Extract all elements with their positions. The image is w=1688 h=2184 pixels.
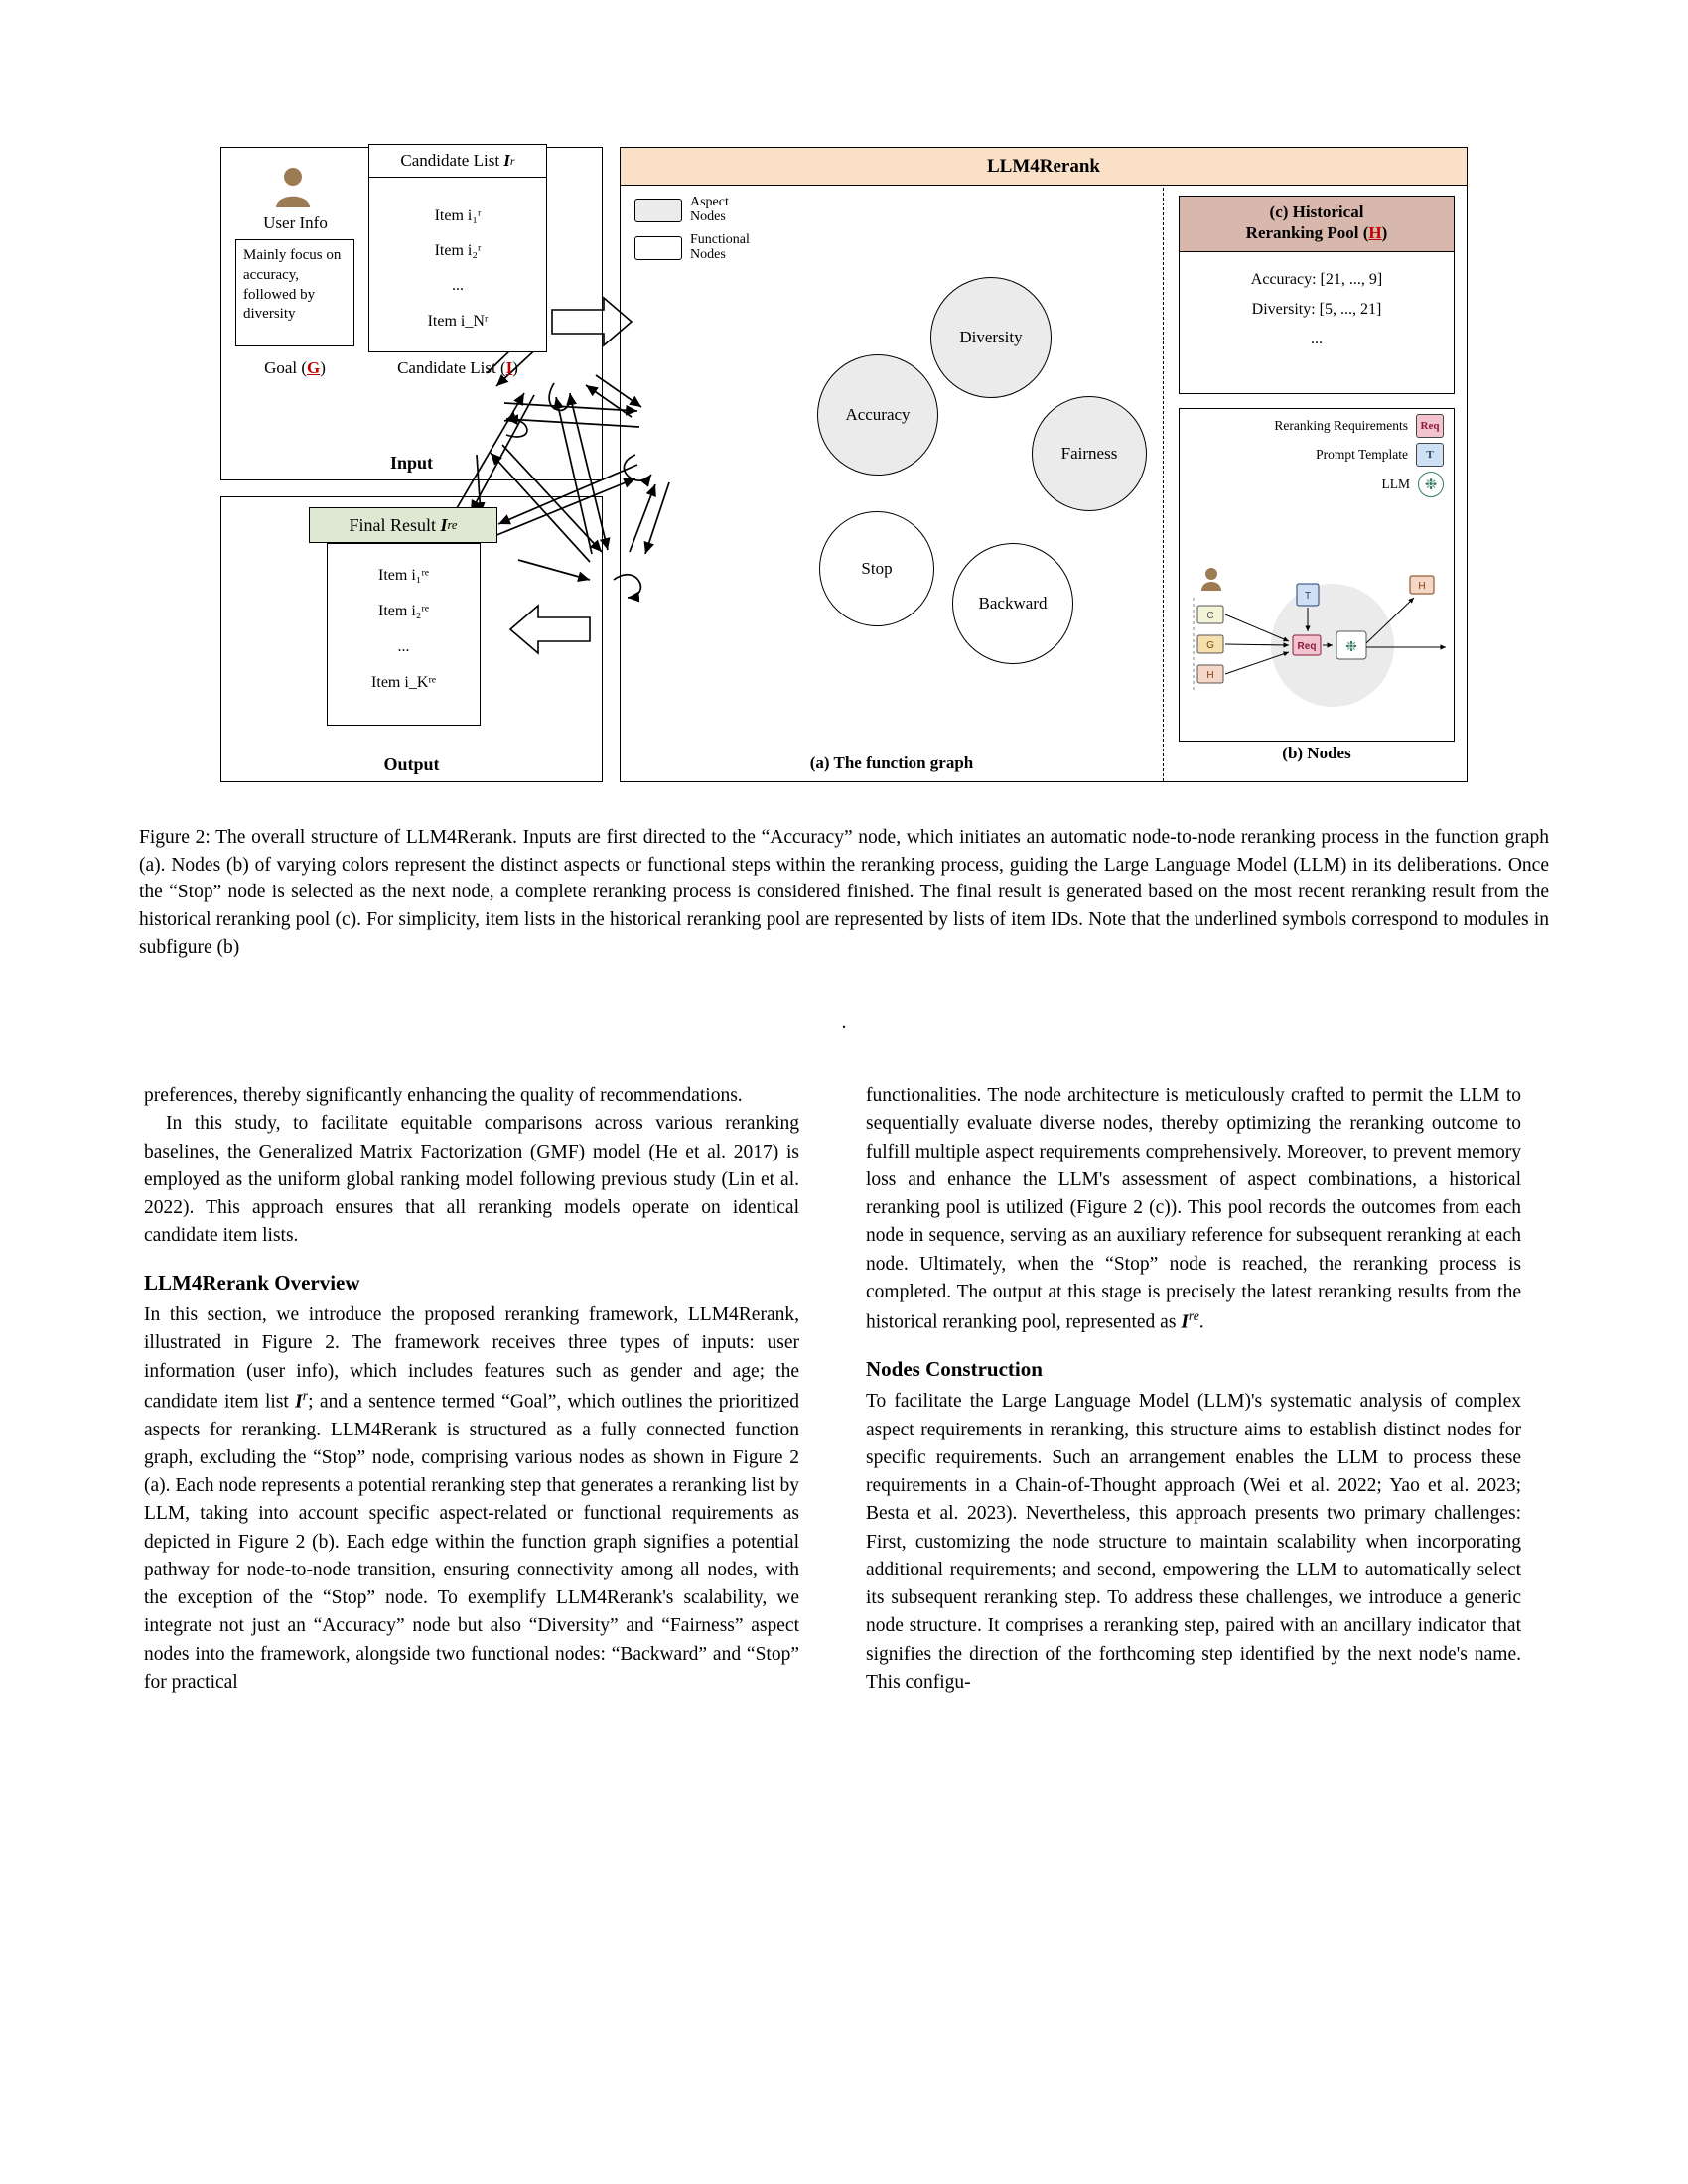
body-column-left	[144, 1082, 799, 1697]
llm-icon: ❉	[1418, 472, 1444, 497]
graph-caption: (a) The function graph	[809, 753, 974, 772]
final-result-title	[309, 507, 497, 543]
llm4rerank-panel	[620, 147, 1468, 782]
paragraph	[866, 1082, 1521, 1337]
legend-item-aspect	[634, 196, 813, 224]
candidate-title-text: Candidate List	[400, 151, 500, 170]
node-stop[interactable]: Stop	[819, 511, 934, 626]
legend-label-line2: Nodes	[690, 247, 726, 263]
candidate-caption-prefix: Candidate List (	[397, 358, 506, 377]
goal-text: Mainly focus on accuracy, followed by diversity	[235, 239, 354, 346]
nodes-row-llm	[1180, 467, 1454, 497]
list-item: Item i₁ʳ	[434, 207, 482, 224]
paragraph-part: ; and a sentence termed “Goal”, which outlines the prioritized aspects for reranking. LLM4Rerank is structured as a fully connected function graph, excluding the “Stop” node, comprising various nodes as shown in Figure 2 (a). Each node represents a potential reranking step that generates a reranking list by LLM, taking into account specific aspect-related or functional requirements as depicted in Figure 2 (b). Each edge within the function graph signifies a potential pathway for node-to-node transition, ensuring connectivity among all nodes, with the exception of the “Stop” node. To exemplify LLM4Rerank's scalability, we integrate not just an “Accuracy” node but also “Diversity” and “Fairness” aspect nodes into the framework, alongside two functional nodes: “Backward” and “Stop” for practical	[144, 1391, 799, 1693]
section-heading-llm4rerank-overview: LLM4Rerank Overview	[144, 1270, 360, 1295]
figure-2	[220, 147, 1468, 782]
input-panel	[220, 147, 603, 480]
goal-caption-suffix: )	[320, 358, 326, 377]
body-column-right	[866, 1082, 1521, 1697]
svg-text:C: C	[1206, 611, 1214, 621]
nodes-row-label: LLM	[1381, 477, 1410, 491]
hist-title-symbol: H	[1368, 223, 1382, 243]
candidate-list-title	[368, 144, 547, 178]
paragraph: In this study, to facilitate equitable comparisons across various reranking baselines, the Generalized Matrix Factorization (GMF) model (He et al. 2017) is employed as the uniform global ranking model following previous study (Lin et al. 2022). This approach ensures that all reranking models operate on identical candidate item lists.	[144, 1113, 799, 1247]
user-info-label: User Info	[263, 213, 328, 232]
list-item: Item i₁ʳᵉ	[378, 567, 429, 584]
paragraph-part: functionalities. The node architecture is meticulously crafted to permit the LLM to sequentially evaluate diverse nodes, thereby optimizing the reranking outcome to fulfill multiple aspect requirements comprehensively. Moreover, to prevent memory loss and enhance the LLM's assessment of aspect combinations, a historical reranking pool is utilized (Figure 2 (c)). This pool records the outcomes from each node in sequence, serving as an auxiliary reference for subsequent reranking at each node. Ultimately, when the “Stop” node is reached, the reranking process is completed. The output at this stage is precisely the latest reranking results from the historical reranking pool, represented as	[866, 1085, 1521, 1333]
candidate-caption	[360, 358, 555, 378]
list-item: ...	[452, 277, 464, 295]
input-panel-caption: Input	[389, 453, 434, 473]
nodes-row-label: Reranking Requirements	[1274, 418, 1408, 433]
svg-text:T: T	[1304, 591, 1312, 602]
paragraph-part: .	[1198, 1311, 1204, 1333]
list-item: Item i₂ʳ	[434, 242, 482, 260]
candidate-title-symbol: I	[503, 151, 510, 170]
svg-text:H: H	[1418, 581, 1426, 592]
nodes-panel	[1179, 408, 1455, 742]
output-panel-caption: Output	[383, 754, 440, 774]
list-item: ...	[397, 638, 410, 655]
historical-pool-rows	[1180, 252, 1454, 355]
figure-caption-dot: .	[841, 1013, 847, 1033]
candidate-symbol: I	[505, 358, 513, 377]
node-internal-diagram	[1186, 558, 1450, 733]
historical-pool-title-line2	[1182, 222, 1452, 243]
inline-symbol: I	[295, 1391, 303, 1413]
output-panel	[220, 496, 603, 782]
list-item: Item i_Kʳᵉ	[371, 674, 436, 691]
goal-caption-prefix: Goal (	[264, 358, 308, 377]
user-icon	[273, 166, 313, 209]
inline-symbol-sup: re	[1188, 1308, 1199, 1324]
hist-title-suffix: )	[1381, 223, 1388, 243]
historical-reranking-pool	[1179, 196, 1455, 394]
node-fairness[interactable]: Fairness	[1032, 396, 1147, 511]
goal-symbol: G	[307, 358, 321, 377]
list-item: Item i₂ʳᵉ	[378, 603, 429, 619]
legend-label-functional	[690, 233, 750, 262]
node-diversity[interactable]: Diversity	[930, 277, 1052, 398]
hist-title-prefix: Reranking Pool (	[1245, 223, 1369, 243]
legend-label-line2: Nodes	[690, 208, 726, 224]
nodes-panel-caption: (b) Nodes	[1282, 744, 1351, 762]
candidate-caption-suffix: )	[512, 358, 518, 377]
final-result-box	[327, 543, 481, 726]
svg-text:Req: Req	[1297, 641, 1317, 652]
aspect-node-swatch	[634, 199, 682, 222]
nodes-row-prompt-template	[1180, 438, 1454, 467]
list-item: Item i_Nʳ	[427, 312, 489, 330]
section-heading-nodes-construction: Nodes Construction	[866, 1356, 1043, 1381]
goal-caption	[235, 358, 354, 378]
svg-text:❉: ❉	[1345, 638, 1357, 654]
legend-label-line1: Aspect	[690, 195, 729, 209]
final-result-symbol: I	[440, 514, 448, 535]
inline-symbol-sup: r	[302, 1387, 309, 1403]
list-item: ...	[1311, 331, 1323, 348]
req-chip: Req	[1416, 414, 1444, 438]
inline-symbol: I	[1181, 1311, 1189, 1333]
paragraph: preferences, thereby significantly enhancing the quality of recommendations.	[144, 1085, 743, 1106]
user-icon	[1201, 568, 1221, 591]
llm4rerank-header: LLM4Rerank	[621, 148, 1467, 186]
final-result-sup: re	[447, 517, 458, 532]
candidate-items	[369, 165, 546, 339]
functional-node-swatch	[634, 236, 682, 260]
nodes-row-requirements	[1180, 409, 1454, 438]
paragraph: To facilitate the Large Language Model (LLM)'s systematic analysis of complex aspect requirements in reranking, this structure aims to establish distinct nodes for specific requirements. Such an arrangement enables the LLM to process these requirements in a Chain-of-Thought approach (Wei et al. 2022; Yao et al. 2023; Besta et al. 2023). Nevertheless, this approach presents two primary challenges: First, customizing the node structure to maintain scalability when incorporating additional requirements; and second, empowering the LLM to automatically select its subsequent reranking step. To address these challenges, we introduce a generic node structure. It comprises a reranking step, paired with an ancillary indicator that signifies the direction of the forthcoming step identified by the next node's name. This configu-	[866, 1391, 1521, 1693]
legend-item-functional	[634, 233, 813, 262]
legend-label-aspect	[690, 196, 729, 224]
paragraph	[144, 1301, 799, 1697]
candidate-title-sup: r	[509, 153, 515, 168]
node-accuracy[interactable]: Accuracy	[817, 354, 938, 476]
candidate-list-box	[368, 164, 547, 352]
figure-caption: Figure 2: The overall structure of LLM4Rerank. Inputs are first directed to the “Accuracy” node, which initiates an automatic node-to-node reranking process in the function graph (a). Nodes (b) of varying colors represent the distinct aspects or functional steps within the reranking process, guiding the Large Language Model (LLM) in its deliberations. Once the “Stop” node is selected as the next node, a complete reranking process is considered finished. The final result is generated based on the most recent reranking result from the historical reranking pool (c). For simplicity, item lists in the historical reranking pool are represented by lists of item IDs. Note that the underlined symbols correspond to modules in subfigure (b)	[139, 827, 1549, 958]
svg-text:G: G	[1206, 640, 1214, 651]
node-backward[interactable]: Backward	[952, 543, 1073, 664]
panel-divider	[1163, 188, 1164, 781]
list-item: Diversity: [5, ..., 21]	[1251, 300, 1382, 318]
legend-label-line1: Functional	[690, 232, 750, 248]
final-result-title-text: Final Result	[349, 514, 436, 535]
historical-pool-title-line1: (c) Historical	[1269, 203, 1364, 221]
list-item: Accuracy: [21, ..., 9]	[1250, 270, 1383, 288]
svg-text:H: H	[1206, 670, 1214, 681]
paragraph-part: In this section, we introduce the proposed reranking framework, LLM4Rerank, illustrated in Figure 2. The framework receives three types of inputs: user information (user info), which includes features such as gender and age; the candidate item list	[144, 1304, 799, 1413]
nodes-row-label: Prompt Template	[1316, 447, 1408, 462]
historical-pool-title	[1180, 197, 1454, 252]
legend	[634, 196, 813, 272]
template-chip: T	[1416, 443, 1444, 467]
